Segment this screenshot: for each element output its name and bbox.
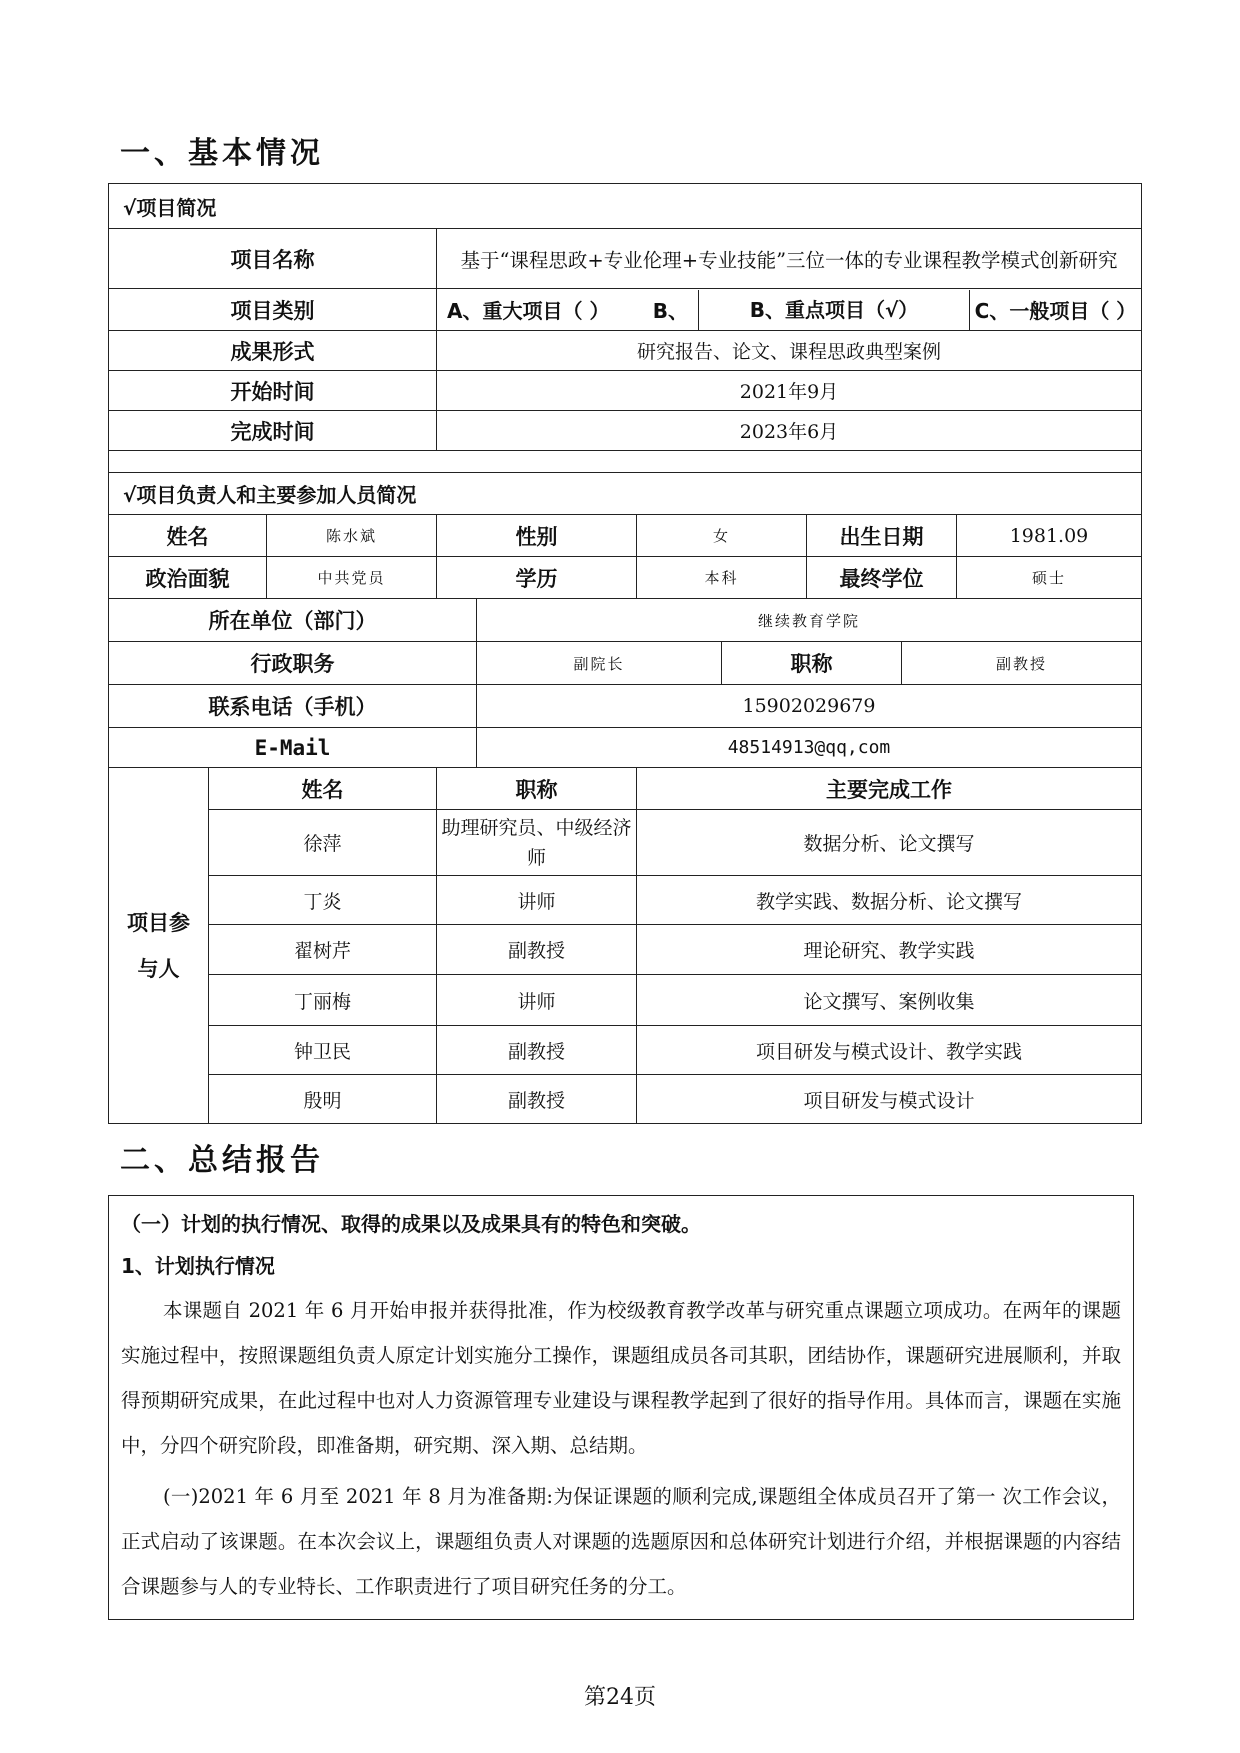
admin-position-value: 副院长 — [477, 642, 722, 685]
participant-title: 讲师 — [437, 876, 637, 925]
participants-label-line2: 与人 — [137, 956, 180, 981]
section2-title: 二、总结报告 — [120, 1143, 324, 1178]
page-number: 第24页 — [584, 1685, 656, 1710]
category-label: 项目类别 — [109, 289, 437, 331]
end-time-value: 2023年6月 — [437, 411, 1142, 451]
outcome-label: 成果形式 — [109, 331, 437, 371]
political-label: 政治面貌 — [109, 557, 267, 599]
participant-work: 教学实践、数据分析、论文撰写 — [637, 876, 1142, 925]
report-paragraph-1: 本课题自 2021 年 6 月开始申报并获得批准，作为校级教育教学改革与研究重点课题立项成功。在两年的课题实施过程中，按照课题组负责人原定计划实施分工操作，课题组成员各司其职，团结协作，课题研究进展顺利，并取得预期研究成果，在此过程中也对人力资源管理专业建设与课程教学起到了很好的指导作用。具体而言，课题在实施中，分四个研究阶段，即准备期，研究期、深入期、总结期。 — [121, 1299, 1121, 1457]
section1-title: 一、基本情况 — [120, 136, 324, 171]
participant-work: 理论研究、教学实践 — [637, 925, 1142, 975]
report-paragraph-2: (一)2021 年 6 月至 2021 年 8 月为准备期:为保证课题的顺利完成,课题组全体成员召开了第一 次工作会议，正式启动了该课题。在本次会议上，课题组负责人对课题的选题原因和总体研究计划进行介绍，并根据课题的内容结合课题参与人的专业特长、工作职责进行了项目研究任务的分工。 — [121, 1485, 1121, 1598]
degree-label: 最终学位 — [807, 557, 957, 599]
education-label: 学历 — [437, 557, 637, 599]
col-name-header: 姓名 — [209, 768, 437, 810]
participant-name: 钟卫民 — [209, 1026, 437, 1075]
category-b-option: B、重点项目（√） — [749, 297, 919, 322]
participant-name: 丁炎 — [209, 876, 437, 925]
phone-label: 联系电话（手机） — [109, 685, 477, 728]
participant-title: 副教授 — [437, 925, 637, 975]
participant-title: 副教授 — [437, 1026, 637, 1075]
overview-header: √项目简况 — [109, 184, 1142, 229]
outcome-value: 研究报告、论文、课程思政典型案例 — [437, 331, 1142, 371]
people-header: √项目负责人和主要参加人员简况 — [109, 473, 1142, 515]
participant-name: 翟树芹 — [209, 925, 437, 975]
participant-title: 讲师 — [437, 975, 637, 1026]
phone-value: 15902029679 — [477, 685, 1142, 728]
participants-label — [109, 768, 209, 1124]
participant-title: 副教授 — [437, 1075, 637, 1124]
leader-name-label: 姓名 — [109, 515, 267, 557]
category-a-option: A、重大项目（ ） — [447, 299, 610, 323]
unit-value: 继续教育学院 — [477, 599, 1142, 642]
admin-position-label: 行政职务 — [109, 642, 477, 685]
report-subheading: 1、计划执行情况 — [121, 1254, 275, 1278]
participant-name: 殷明 — [209, 1075, 437, 1124]
category-options — [437, 289, 1142, 331]
summary-report-body — [109, 1196, 1134, 1620]
end-time-label: 完成时间 — [109, 411, 437, 451]
participant-title: 助理研究员、中级经济师 — [437, 810, 637, 876]
participant-work: 项目研发与模式设计、教学实践 — [637, 1026, 1142, 1075]
gender-label: 性别 — [437, 515, 637, 557]
category-b-prefix: B、 — [652, 299, 688, 323]
participant-name: 徐萍 — [209, 810, 437, 876]
participant-work: 数据分析、论文撰写 — [637, 810, 1142, 876]
project-name-value: 基于“课程思政+专业伦理+专业技能”三位一体的专业课程教学模式创新研究 — [437, 229, 1142, 289]
start-time-label: 开始时间 — [109, 371, 437, 411]
basic-info-table — [108, 183, 1142, 1124]
birth-label: 出生日期 — [807, 515, 957, 557]
leader-name-value: 陈水斌 — [267, 515, 437, 557]
email-label: E-Mail — [109, 728, 477, 768]
professional-title-label: 职称 — [722, 642, 902, 685]
start-time-value: 2021年9月 — [437, 371, 1142, 411]
participants-label-line1: 项目参 — [127, 910, 190, 935]
summary-report-table — [108, 1195, 1134, 1620]
category-c-option: C、一般项目（ ） — [974, 299, 1137, 323]
participant-work: 项目研发与模式设计 — [637, 1075, 1142, 1124]
gender-value: 女 — [637, 515, 807, 557]
spacer-row — [109, 451, 1142, 473]
professional-title-value: 副教授 — [902, 642, 1142, 685]
report-heading: （一）计划的执行情况、取得的成果以及成果具有的特色和突破。 — [121, 1212, 701, 1236]
degree-value: 硕士 — [957, 557, 1142, 599]
col-title-header: 职称 — [437, 768, 637, 810]
birth-value: 1981.09 — [957, 515, 1142, 557]
unit-label: 所在单位（部门） — [109, 599, 477, 642]
education-value: 本科 — [637, 557, 807, 599]
col-work-header: 主要完成工作 — [637, 768, 1142, 810]
participant-work: 论文撰写、案例收集 — [637, 975, 1142, 1026]
participant-name: 丁丽梅 — [209, 975, 437, 1026]
email-value: 48514913@qq,com — [477, 728, 1142, 768]
project-name-label: 项目名称 — [109, 229, 437, 289]
political-value: 中共党员 — [267, 557, 437, 599]
